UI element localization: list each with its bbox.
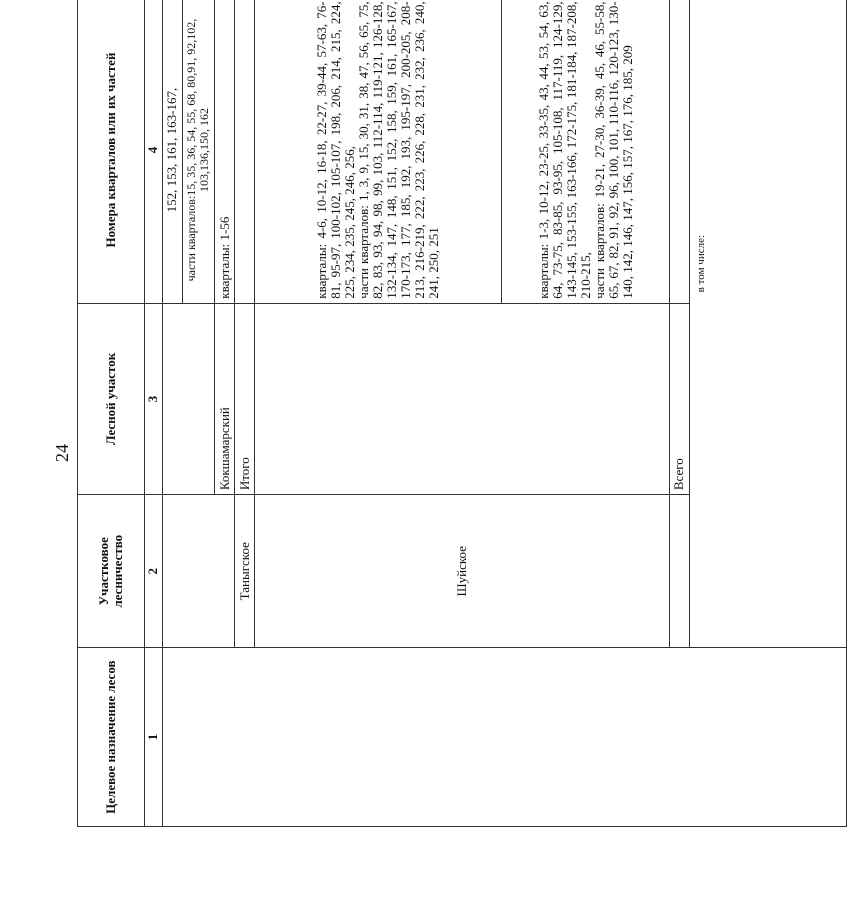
including-cell	[689, 0, 846, 648]
header-quarters: Номера кварталов или их частей	[78, 0, 145, 303]
purpose-cell	[162, 648, 846, 827]
column-number-row	[145, 0, 163, 827]
header-district: Участковое лесничество	[78, 495, 145, 648]
col-number: 2	[145, 495, 163, 648]
quarters-cell: кварталы: 1-56	[215, 0, 235, 303]
quarters-cell	[254, 0, 501, 303]
total-label: Всего	[669, 303, 689, 494]
rotated-table-container	[77, 0, 847, 827]
col-number: 3	[145, 303, 163, 494]
quarters-text: части кварталов: 1, 3, 9, 15, 30, 31, 38, 47, 56, 65, 75, 82, 83, 93, 94, 98, 99, 103, 112-114, 119-121, 126-128, 132-134, 147, 148, 151, 152, 158, 159, 161, 165-167, 170-173, 177, 185, 192, 193, 195-197, 200-205, 208-213, 216-219, 222, 223, 226, 228, 231, 232, 236, 240, 241, 250, 251	[356, 1, 442, 299]
header-row	[78, 0, 145, 827]
district-cell: Шуйское	[254, 495, 669, 648]
plot-cell: Кокшамарский	[215, 303, 235, 494]
plot-cell-empty	[254, 303, 669, 494]
forest-purpose-table	[77, 0, 847, 827]
district-cell-empty	[162, 495, 234, 648]
header-forest-plot: Лесной участок	[78, 303, 145, 494]
district-cell-empty	[669, 495, 689, 648]
header-purpose: Целевое назначение лесов	[78, 648, 145, 827]
quarters-text: кварталы: 1-3, 10-12, 23-25, 33-35, 43, 44, 53, 54, 63, 64, 73-75, 83-85, 93-95, 105-108, 117-119, 124-129, 143-145, 153-155, 163-166, 172-175, 181-184, 187-208, 210-215,	[535, 1, 593, 299]
district-cell: Таныгское	[235, 495, 255, 648]
page-number	[50, 438, 74, 468]
quarters-cell: 152, 153, 161, 163-167,	[162, 0, 182, 303]
quarters-text: кварталы: 4-6, 10-12, 16-18, 22-27, 39-44, 57-63, 76-81, 95-97, 100-102, 105-107, 198, 206, 214, 215, 224, 225, 234, 235, 245, 246, 256,	[314, 1, 358, 299]
quarters-cell: части кварталов:15, 35, 36, 54, 55, 68, 80,91, 92,102, 103,136,150, 162	[182, 0, 214, 303]
col-number: 4	[145, 0, 163, 303]
total-label: Итого	[235, 303, 255, 494]
page-number-text: 24	[52, 444, 72, 462]
quarters-cell-empty	[235, 0, 255, 303]
quarters-cell	[502, 0, 670, 303]
quarters-cell-empty	[669, 0, 689, 303]
col-number: 1	[145, 648, 163, 827]
quarters-text: части кварталов: 19-21, 27-30, 36-39, 45, 46, 55-58, 65, 67, 82, 91, 92, 96, 100, 101, 110-116, 120-123, 130-140, 142, 146, 147, 156, 157, 167, 176, 185, 209	[591, 1, 635, 299]
plot-cell-empty	[162, 303, 214, 494]
table-row	[162, 0, 182, 827]
including-label: в том числе:	[694, 234, 707, 293]
